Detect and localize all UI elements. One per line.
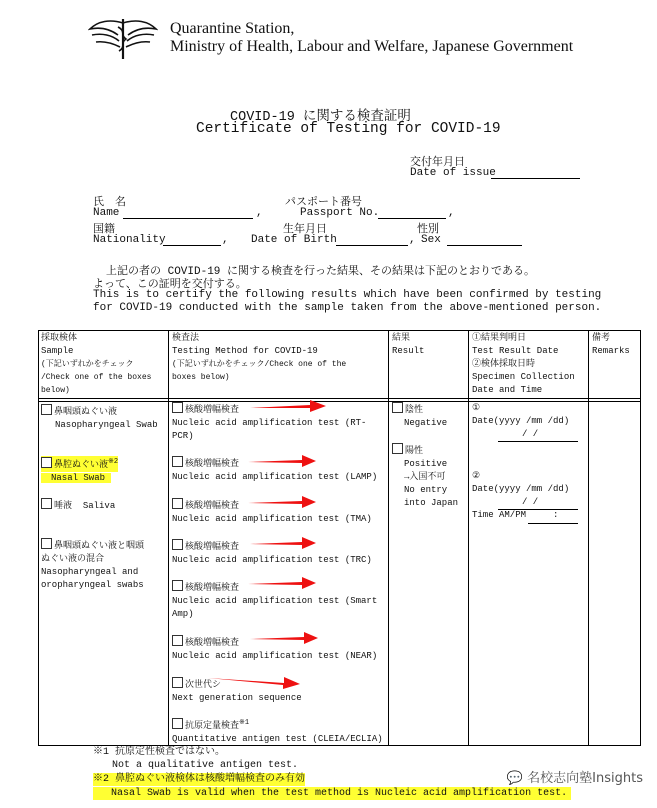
arrow-annotation [246, 494, 318, 510]
issue-date-field[interactable] [491, 178, 580, 179]
checkbox[interactable] [172, 580, 183, 591]
statement-en-2: for COVID-19 conducted with the sample taken from the above-mentioned person. [93, 302, 602, 314]
sex-label-ja: 性別 [417, 224, 439, 236]
footnote-1-en: Not a qualitative antigen test. [112, 760, 299, 771]
result-date-field[interactable] [498, 441, 578, 442]
method-option-tma[interactable]: 核酸増幅検査 Nucleic acid amplification test (TMA) [172, 498, 372, 526]
arrow-annotation [248, 398, 328, 414]
collection-time-field[interactable] [528, 523, 578, 524]
footnote-1-ja: ※1 抗原定性検査ではない。 [93, 747, 226, 758]
header-dates: ①結果判明日 Test Result Date ②検体採取日時 Specimen Collection Date and Time [472, 333, 575, 395]
passport-field[interactable] [378, 218, 446, 219]
checkbox[interactable] [41, 457, 52, 468]
statement-en-1: This is to certify the following results which have been confirmed by testing [93, 289, 602, 301]
issue-date-label-ja: 交付年月日 [410, 157, 465, 169]
chat-bubble-icon: 💬 [506, 771, 524, 786]
checkbox[interactable] [172, 718, 183, 729]
title-english: Certificate of Testing for COVID-19 [196, 121, 501, 137]
result-date-block: ① Date(yyyy /mm /dd) / / [472, 403, 570, 439]
result-negative[interactable]: 陰性 Negative [392, 402, 447, 430]
results-table [38, 330, 641, 746]
nationality-label-en: Nationality [93, 234, 166, 246]
arrow-annotation [248, 630, 320, 646]
checkbox[interactable] [392, 402, 403, 413]
issue-date-label-en: Date of issue [410, 167, 496, 179]
comma: , [409, 234, 416, 246]
checkbox[interactable] [172, 402, 183, 413]
nationality-label-ja: 国籍 [93, 224, 115, 236]
name-label-en: Name [93, 207, 120, 219]
passport-label-ja: パスポート番号 [285, 197, 362, 209]
result-positive[interactable]: 陽性 Positive →入国不可 No entry into Japan [392, 443, 458, 510]
method-option-rt-pcr[interactable]: 核酸増幅検査 Nucleic acid amplification test (RT- PCR) [172, 402, 366, 443]
checkbox[interactable] [172, 539, 183, 550]
title-japanese: COVID-19 に関する検査証明 [230, 110, 411, 125]
agency-line-1: Quarantine Station, [170, 20, 295, 37]
method-option-trc[interactable]: 核酸増幅検査 Nucleic acid amplification test (TRC) [172, 539, 372, 567]
header-method: 検査法 Testing Method for COVID-19 (下記いずれかをチェック/Check one of the boxes below) [172, 333, 347, 382]
agency-line-2: Ministry of Health, Labour and Welfare, Japanese Government [170, 38, 574, 55]
header-sample: 採取検体 Sample (下記いずれかをチェック /Check one of the boxes below) [41, 333, 152, 395]
footnote-2-en: Nasal Swab is valid when the test method is Nucleic acid amplification test. [93, 787, 571, 800]
passport-label-en: Passport No. [300, 207, 380, 219]
sample-option-nasal[interactable]: 鼻腔ぬぐい液$^{※2}$ Nasal Swab [41, 456, 118, 485]
dob-label-ja: 生年月日 [283, 224, 327, 236]
header-remarks: 備考 Remarks [592, 333, 630, 356]
dob-field[interactable] [336, 245, 408, 246]
name-field[interactable] [123, 218, 253, 219]
checkbox[interactable] [172, 635, 183, 646]
collection-date-block: ② Date(yyyy /mm /dd) / / Time AM/PM : [472, 471, 570, 520]
sex-label-en: Sex [421, 234, 441, 246]
method-option-lamp[interactable]: 核酸増幅検査 Nucleic acid amplification test (LAMP) [172, 456, 377, 484]
collection-date-field[interactable] [498, 509, 578, 510]
sample-option-saliva[interactable]: 唾液 Saliva [41, 498, 115, 513]
footnote-2-ja: ※2 鼻腔ぬぐい液検体は核酸増幅検査のみ有効 [93, 774, 306, 785]
checkbox[interactable] [41, 498, 52, 509]
comma: , [222, 234, 229, 246]
header-result: 結果 Result [392, 333, 425, 356]
checkbox[interactable] [172, 677, 183, 688]
checkbox[interactable] [172, 498, 183, 509]
dob-label-en: Date of Birth [251, 234, 337, 246]
arrow-annotation [246, 575, 318, 591]
arrow-annotation [248, 535, 318, 551]
checkbox[interactable] [41, 538, 52, 549]
method-option-antigen[interactable]: 抗原定量検査$^{※1}$ Quantitative antigen test (CLEIA/ECLIA) [172, 719, 383, 744]
checkbox[interactable] [172, 456, 183, 467]
sample-option-mixed[interactable]: 鼻咽頭ぬぐい液と咽頭 ぬぐい液の混合 Nasopharyngeal and oropharyngeal swabs [41, 538, 144, 592]
comma: , [256, 207, 263, 219]
checkbox[interactable] [392, 443, 403, 454]
name-label-ja: 氏 名 [93, 197, 126, 209]
method-option-near[interactable]: 核酸増幅検査 Nucleic acid amplification test (NEAR) [172, 635, 377, 663]
watermark: 💬 名校志向塾Insights [506, 771, 643, 786]
sample-option-nasopharyngeal[interactable]: 鼻咽頭ぬぐい液 Nasopharyngeal Swab [41, 404, 158, 432]
nationality-field[interactable] [163, 245, 221, 246]
sex-field[interactable] [447, 245, 522, 246]
statement-ja-1: 上記の者の COVID-19 に関する検査を行った結果、その結果は下記のとおりである。 [106, 266, 536, 278]
method-option-ngs[interactable]: 次世代シ Next generation sequence [172, 677, 302, 705]
method-option-smart-amp[interactable]: 核酸増幅検査 Nucleic acid amplification test (Smart Amp) [172, 580, 377, 621]
checkbox[interactable] [41, 404, 52, 415]
arrow-annotation [246, 453, 318, 469]
emblem-icon [88, 15, 158, 63]
comma: , [448, 207, 455, 219]
statement-ja-2: よって、この証明を交付する。 [93, 279, 247, 291]
arrow-annotation [206, 672, 302, 690]
